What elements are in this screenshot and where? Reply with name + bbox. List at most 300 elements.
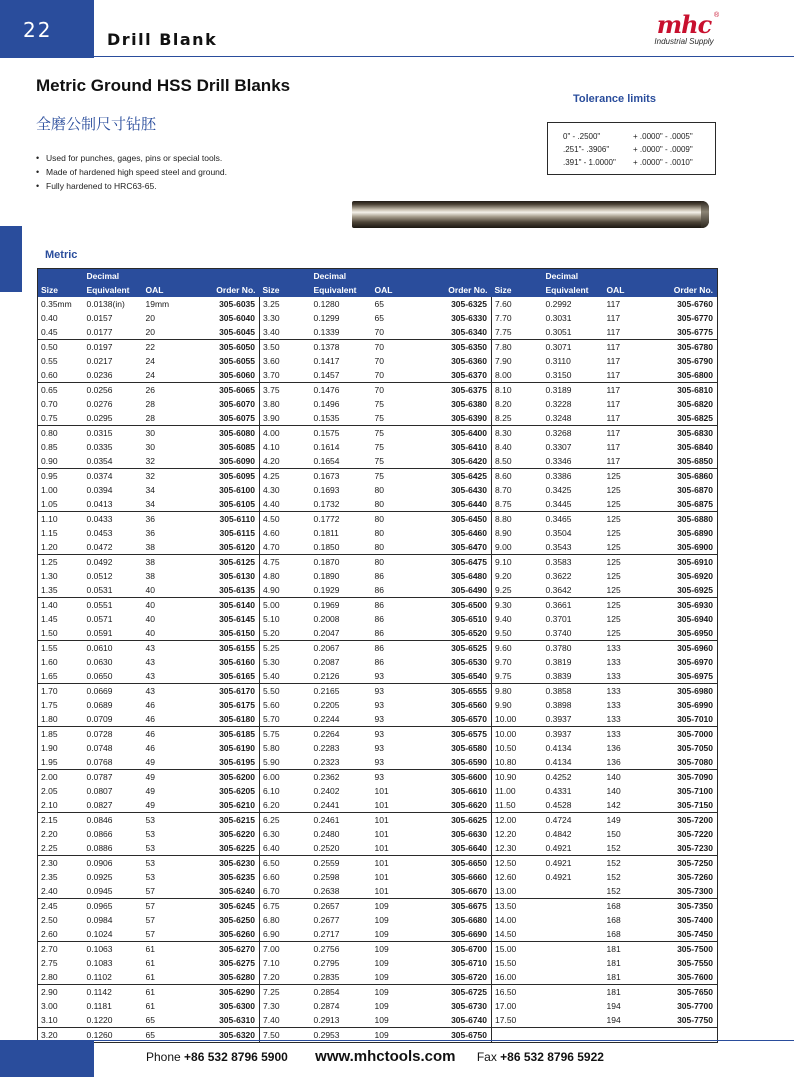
cell-equivalent: 0.0531 <box>84 583 143 598</box>
cell-equivalent: 0.3642 <box>543 583 604 598</box>
table-row <box>38 755 718 770</box>
cell-equivalent: 0.3307 <box>545 442 572 452</box>
cell-order-no: 305-6325 <box>451 299 487 309</box>
cell-order-no: 305-7400 <box>677 915 713 925</box>
cell-oal: 22 <box>145 342 155 352</box>
tolerance-limit: + .0000" - .0009" <box>633 145 693 154</box>
cell-equivalent <box>543 927 604 942</box>
cell-size: 4.70 <box>260 540 311 555</box>
table-row <box>38 985 718 1000</box>
cell-order-no: 305-6145 <box>219 614 255 624</box>
cell-order-no: 305-6090 <box>189 454 260 469</box>
cell-order-no: 305-6825 <box>650 411 718 426</box>
column-header-equivalent: Equivalent <box>543 283 604 297</box>
cell-size: 3.60 <box>260 354 311 368</box>
cell-size: 9.30 <box>492 598 543 613</box>
registered-mark: ® <box>714 12 720 19</box>
cell-size: 2.75 <box>41 958 58 968</box>
cell-order-no: 305-6075 <box>189 411 260 426</box>
cell-oal: 49 <box>143 798 189 813</box>
table-row <box>38 641 718 656</box>
cell-oal: 65 <box>143 1013 189 1028</box>
cell-equivalent: 0.1673 <box>313 471 340 481</box>
cell-oal: 109 <box>374 1001 389 1011</box>
cell-oal: 70 <box>372 368 420 383</box>
cell-order-no: 305-6760 <box>677 299 713 309</box>
cell-equivalent: 0.4134 <box>543 755 604 770</box>
cell-order-no: 305-6260 <box>189 927 260 942</box>
cell-equivalent: 0.2323 <box>311 755 372 770</box>
cell-oal: 93 <box>374 686 384 696</box>
cell-equivalent: 0.3445 <box>543 497 604 512</box>
cell-oal: 80 <box>374 528 384 538</box>
cell-size: 3.80 <box>260 397 311 411</box>
cell-oal: 140 <box>606 772 621 782</box>
cell-order-no: 305-6970 <box>677 657 713 667</box>
cell-equivalent: 0.0728 <box>86 729 113 739</box>
cell-order-no: 305-6310 <box>189 1013 260 1028</box>
cell-size: 3.20 <box>41 1030 58 1040</box>
cell-order-no: 305-7700 <box>677 1001 713 1011</box>
cell-size: 1.40 <box>41 600 58 610</box>
cell-equivalent: 0.1142 <box>86 987 112 997</box>
cell-equivalent: 0.1457 <box>311 368 372 383</box>
cell-order-no: 305-6930 <box>677 600 713 610</box>
cell-equivalent: 0.0591 <box>84 626 143 641</box>
cell-size: 6.25 <box>260 813 311 828</box>
cell-size: 9.25 <box>492 583 543 598</box>
cell-oal: 70 <box>374 342 384 352</box>
cell-size: 0.70 <box>41 399 58 409</box>
table-row <box>38 583 718 598</box>
cell-oal: 34 <box>143 497 189 512</box>
cell-oal: 46 <box>143 712 189 727</box>
cell-size: 1.65 <box>38 669 84 684</box>
table-row <box>38 512 718 527</box>
cell-oal: 36 <box>145 528 155 538</box>
cell-size: 1.30 <box>41 571 58 581</box>
cell-size: 1.80 <box>38 712 84 727</box>
cell-oal: 117 <box>606 342 621 352</box>
table-row <box>38 927 718 942</box>
cell-order-no: 305-6820 <box>677 399 713 409</box>
cell-oal: 101 <box>374 786 389 796</box>
cell-order-no: 305-6125 <box>219 557 255 567</box>
cell-size: 17.50 <box>492 1013 543 1028</box>
cell-size: 6.90 <box>260 927 311 942</box>
cell-order-no: 305-6060 <box>189 368 260 383</box>
cell-size: 3.90 <box>260 411 311 426</box>
table-row <box>38 612 718 626</box>
cell-size: 5.30 <box>260 655 311 669</box>
cell-order-no: 305-6770 <box>677 313 713 323</box>
feature-list <box>36 151 227 193</box>
cell-order-no: 305-7200 <box>677 815 713 825</box>
cell-oal: 86 <box>374 600 384 610</box>
table-row <box>38 684 718 699</box>
metric-label: Metric <box>45 249 78 261</box>
cell-order-no: 305-6950 <box>650 626 718 641</box>
table-row <box>38 397 718 411</box>
cell-order-no: 305-6240 <box>189 884 260 899</box>
cell-order-no: 305-6280 <box>189 970 260 985</box>
cell-order-no: 305-6630 <box>451 829 487 839</box>
cell-order-no: 305-6115 <box>219 528 255 538</box>
cell-size: 2.25 <box>38 841 84 856</box>
table-row <box>38 884 718 899</box>
cell-size: 8.50 <box>492 454 543 469</box>
cell-equivalent: 0.3189 <box>545 385 572 395</box>
cell-equivalent: 0.1417 <box>313 356 340 366</box>
cell-size: 2.60 <box>38 927 84 942</box>
cell-order-no: 305-6710 <box>451 958 487 968</box>
page-number: 22 <box>23 18 53 42</box>
cell-oal: 181 <box>606 944 621 954</box>
cell-size: 12.60 <box>492 870 543 884</box>
cell-equivalent: 0.2657 <box>313 901 340 911</box>
cell-equivalent: 0.2205 <box>313 700 340 710</box>
cell-order-no: 305-6560 <box>451 700 487 710</box>
cell-oal: 117 <box>606 385 621 395</box>
table-row <box>38 813 718 828</box>
cell-equivalent: 0.0138(in) <box>86 299 125 309</box>
website-link[interactable]: www.mhctools.com <box>315 1048 456 1065</box>
cell-oal: 40 <box>143 626 189 641</box>
cell-size: 2.10 <box>38 798 84 813</box>
cell-equivalent: 0.3386 <box>545 471 572 481</box>
cell-order-no: 305-6045 <box>189 325 260 340</box>
cell-equivalent: 0.2520 <box>311 841 372 856</box>
cell-oal: 53 <box>145 872 155 882</box>
cell-size: 2.05 <box>41 786 58 796</box>
cell-oal: 136 <box>606 743 621 753</box>
cell-order-no: 305-6625 <box>451 815 487 825</box>
cell-size: 0.65 <box>41 385 58 395</box>
cell-order-no: 305-7500 <box>677 944 713 954</box>
table-row <box>38 483 718 497</box>
cell-equivalent: 0.2854 <box>313 987 340 997</box>
footer-tab <box>0 1040 94 1077</box>
cell-oal: 75 <box>372 454 420 469</box>
cell-equivalent: 0.0866 <box>86 829 113 839</box>
cell-oal: 40 <box>145 600 155 610</box>
cell-oal: 61 <box>143 970 189 985</box>
cell-equivalent: 0.0177 <box>84 325 143 340</box>
cell-equivalent: 0.4842 <box>545 829 572 839</box>
cell-order-no: 305-6370 <box>420 368 492 383</box>
header-divider <box>94 56 794 57</box>
table-row <box>38 598 718 613</box>
cell-oal: 125 <box>606 471 621 481</box>
cell-size: 6.70 <box>260 884 311 899</box>
cell-size: 0.60 <box>38 368 84 383</box>
cell-equivalent: 0.2244 <box>311 712 372 727</box>
cell-size: 1.85 <box>41 729 58 739</box>
cell-equivalent: 0.3031 <box>545 313 572 323</box>
cell-order-no: 305-6205 <box>219 786 255 796</box>
cell-size: 8.70 <box>492 483 543 497</box>
cell-size: 1.55 <box>41 643 58 653</box>
cell-oal: 125 <box>604 583 650 598</box>
cell-order-no: 305-6080 <box>219 428 255 438</box>
tolerance-range: .251"- .3906" <box>563 145 610 154</box>
cell-oal: 150 <box>606 829 621 839</box>
tolerance-range: .391" - 1.0000" <box>563 158 616 167</box>
cell-equivalent: 0.3740 <box>543 626 604 641</box>
cell-order-no: 305-6910 <box>677 557 713 567</box>
table-row <box>38 712 718 727</box>
cell-oal: 70 <box>374 385 384 395</box>
feature-item: • Used for punches, gages, pins or special tools. <box>36 151 227 165</box>
cell-order-no: 305-6200 <box>219 772 255 782</box>
cell-size: 1.70 <box>41 686 58 696</box>
cell-oal: 133 <box>604 712 650 727</box>
cell-order-no: 305-7750 <box>650 1013 718 1028</box>
cell-oal: 168 <box>606 901 621 911</box>
cell-order-no: 305-6035 <box>219 299 255 309</box>
cell-size: 16.50 <box>492 985 543 1000</box>
cell-size: 4.10 <box>260 440 311 454</box>
cell-oal: 28 <box>145 399 155 409</box>
cell-order-no: 305-6530 <box>451 657 487 667</box>
phone-label: Phone <box>146 1050 181 1064</box>
cell-order-no: 305-6380 <box>451 399 487 409</box>
cell-oal: 75 <box>374 428 384 438</box>
cell-equivalent: 0.0354 <box>84 454 143 469</box>
cell-order-no: 305-6340 <box>420 325 492 340</box>
cell-order-no: 305-6170 <box>219 686 255 696</box>
cell-equivalent: 0.2677 <box>313 915 340 925</box>
cell-order-no: 305-6650 <box>451 858 487 868</box>
cell-size: 8.20 <box>492 397 543 411</box>
cell-equivalent: 0.0650 <box>84 669 143 684</box>
cell-oal: 70 <box>374 356 384 366</box>
cell-equivalent: 0.0571 <box>86 614 113 624</box>
cell-order-no: 305-6570 <box>420 712 492 727</box>
cell-order-no: 305-7090 <box>677 772 713 782</box>
cell-size: 5.25 <box>260 641 311 656</box>
cell-size: 8.25 <box>492 411 543 426</box>
cell-oal: 46 <box>145 743 155 753</box>
cell-size: 2.90 <box>41 987 58 997</box>
cell-order-no: 305-6100 <box>219 485 255 495</box>
cell-size: 3.00 <box>41 1001 58 1011</box>
cell-size: 7.90 <box>492 354 543 368</box>
cell-size: 11.50 <box>492 798 543 813</box>
cell-order-no: 305-6300 <box>219 1001 255 1011</box>
cell-size: 7.40 <box>260 1013 311 1028</box>
cell-order-no: 305-6450 <box>451 514 487 524</box>
cell-size: 6.00 <box>260 770 311 785</box>
cell-oal: 117 <box>606 299 621 309</box>
cell-order-no: 305-7260 <box>677 872 713 882</box>
cell-oal: 34 <box>145 485 155 495</box>
cell-size: 7.00 <box>260 942 311 957</box>
cell-size: 0.50 <box>41 342 58 352</box>
cell-size: 0.75 <box>38 411 84 426</box>
cell-order-no: 305-6690 <box>420 927 492 942</box>
cell-order-no: 305-6890 <box>677 528 713 538</box>
cell-order-no: 305-6480 <box>451 571 487 581</box>
cell-equivalent: 0.2067 <box>313 643 340 653</box>
section-title: Drill Blank <box>107 30 218 49</box>
brand-logo <box>644 10 724 46</box>
cell-oal: 93 <box>374 772 384 782</box>
column-header-equivalent: Equivalent <box>84 283 143 297</box>
brand-subtitle: Industrial Supply <box>654 37 714 46</box>
cell-order-no: 305-6600 <box>451 772 487 782</box>
cell-size: 12.00 <box>492 813 543 828</box>
cell-size: 7.60 <box>492 297 543 311</box>
cell-equivalent: 0.3248 <box>543 411 604 426</box>
cell-size: 3.25 <box>260 297 311 311</box>
column-header-oal: OAL <box>143 283 189 297</box>
cell-oal: 61 <box>145 987 155 997</box>
cell-equivalent: 0.0413 <box>84 497 143 512</box>
cell-oal: 28 <box>143 411 189 426</box>
cell-equivalent: 0.3543 <box>543 540 604 555</box>
cell-equivalent: 0.3051 <box>543 325 604 340</box>
cell-oal: 125 <box>606 557 621 567</box>
cell-size: 1.15 <box>41 528 58 538</box>
cell-oal: 117 <box>604 325 650 340</box>
cell-order-no: 305-6245 <box>219 901 255 911</box>
cell-size: 4.75 <box>260 555 311 570</box>
cell-oal: 133 <box>606 643 621 653</box>
cell-equivalent: 0.0965 <box>86 901 113 911</box>
table-row <box>38 311 718 325</box>
cell-oal: 57 <box>143 884 189 899</box>
cell-equivalent: 0.1732 <box>311 497 372 512</box>
cell-order-no: 305-6810 <box>677 385 713 395</box>
drill-blank-table <box>37 268 718 1043</box>
table-row <box>38 999 718 1013</box>
cell-order-no: 305-6220 <box>219 829 255 839</box>
cell-size: 8.90 <box>492 526 543 540</box>
cell-order-no: 305-6555 <box>451 686 487 696</box>
cell-order-no: 305-7300 <box>650 884 718 899</box>
cell-order-no: 305-6160 <box>219 657 255 667</box>
cell-order-no: 305-6410 <box>451 442 487 452</box>
cell-oal: 53 <box>145 829 155 839</box>
table-row <box>38 526 718 540</box>
cell-oal: 61 <box>145 958 155 968</box>
cell-order-no: 305-7230 <box>650 841 718 856</box>
cell-size: 2.80 <box>38 970 84 985</box>
cell-size: 6.80 <box>260 913 311 927</box>
cell-order-no: 305-6520 <box>420 626 492 641</box>
cell-equivalent: 0.0984 <box>86 915 113 925</box>
cell-order-no: 305-6290 <box>219 987 255 997</box>
table-row <box>38 841 718 856</box>
cell-equivalent: 0.2835 <box>311 970 372 985</box>
cell-oal: 57 <box>145 915 155 925</box>
cell-oal: 86 <box>374 614 384 624</box>
table-row <box>38 899 718 914</box>
cell-equivalent: 0.2126 <box>311 669 372 684</box>
cell-size: 7.50 <box>260 1028 311 1043</box>
cell-oal: 194 <box>606 1001 621 1011</box>
cell-equivalent: 0.0709 <box>84 712 143 727</box>
cell-oal: 24 <box>145 356 155 366</box>
cell-oal: 152 <box>606 858 621 868</box>
cell-equivalent: 0.1496 <box>313 399 340 409</box>
cell-size: 10.50 <box>492 741 543 755</box>
cell-oal: 117 <box>606 428 621 438</box>
cell-equivalent: 0.0906 <box>86 858 113 868</box>
cell-order-no: 305-6110 <box>219 514 255 524</box>
cell-size: 1.50 <box>38 626 84 641</box>
cell-order-no: 305-6195 <box>189 755 260 770</box>
cell-size: 10.80 <box>492 755 543 770</box>
cell-order-no: 305-6420 <box>420 454 492 469</box>
cell-size: 2.45 <box>41 901 58 911</box>
cell-equivalent: 0.2756 <box>313 944 340 954</box>
cell-oal: 109 <box>374 915 389 925</box>
cell-equivalent <box>543 970 604 985</box>
cell-equivalent: 0.3898 <box>545 700 572 710</box>
cell-equivalent: 0.2992 <box>545 299 572 309</box>
cell-oal: 168 <box>604 927 650 942</box>
table-row <box>38 354 718 368</box>
cell-order-no: 305-6660 <box>451 872 487 882</box>
cell-equivalent <box>543 942 604 957</box>
cell-size: 15.50 <box>492 956 543 970</box>
table-row <box>38 942 718 957</box>
cell-equivalent: 0.2362 <box>313 772 340 782</box>
table-row <box>38 784 718 798</box>
cell-oal: 140 <box>606 786 621 796</box>
cell-equivalent: 0.0512 <box>86 571 113 581</box>
cell-order-no: 305-6740 <box>420 1013 492 1028</box>
cell-equivalent: 0.0945 <box>84 884 143 899</box>
cell-equivalent: 0.0374 <box>86 471 113 481</box>
cell-oal: 80 <box>374 485 384 495</box>
cell-order-no: 305-6470 <box>420 540 492 555</box>
cell-order-no: 305-6790 <box>677 356 713 366</box>
cell-size: 1.10 <box>41 514 58 524</box>
cell-size: 7.70 <box>492 311 543 325</box>
table-row <box>38 297 718 311</box>
tolerance-row <box>563 130 715 143</box>
cell-size: 9.70 <box>492 655 543 669</box>
cell-order-no: 305-6725 <box>451 987 487 997</box>
cell-oal: 125 <box>606 614 621 624</box>
cell-order-no: 305-6640 <box>420 841 492 856</box>
cell-oal: 109 <box>372 927 420 942</box>
cell-equivalent: 0.3504 <box>545 528 572 538</box>
cell-equivalent: 0.3110 <box>545 356 571 366</box>
cell-equivalent: 0.4252 <box>545 772 572 782</box>
cell-order-no: 305-6750 <box>451 1030 487 1040</box>
cell-oal: 93 <box>372 712 420 727</box>
cell-equivalent: 0.2087 <box>313 657 340 667</box>
cell-equivalent: 0.1299 <box>313 313 340 323</box>
cell-oal: 152 <box>604 884 650 899</box>
cell-size: 3.70 <box>260 368 311 383</box>
cell-oal: 70 <box>372 325 420 340</box>
cell-size: 9.40 <box>492 612 543 626</box>
cell-equivalent <box>543 884 604 899</box>
tolerance-row <box>563 143 715 156</box>
cell-oal: 49 <box>143 755 189 770</box>
cell-order-no: 305-6490 <box>420 583 492 598</box>
cell-size: 10.00 <box>492 712 543 727</box>
cell-size: 9.20 <box>492 569 543 583</box>
cell-size: 6.30 <box>260 827 311 841</box>
cell-size: 7.20 <box>260 970 311 985</box>
cell-equivalent: 0.3583 <box>545 557 572 567</box>
